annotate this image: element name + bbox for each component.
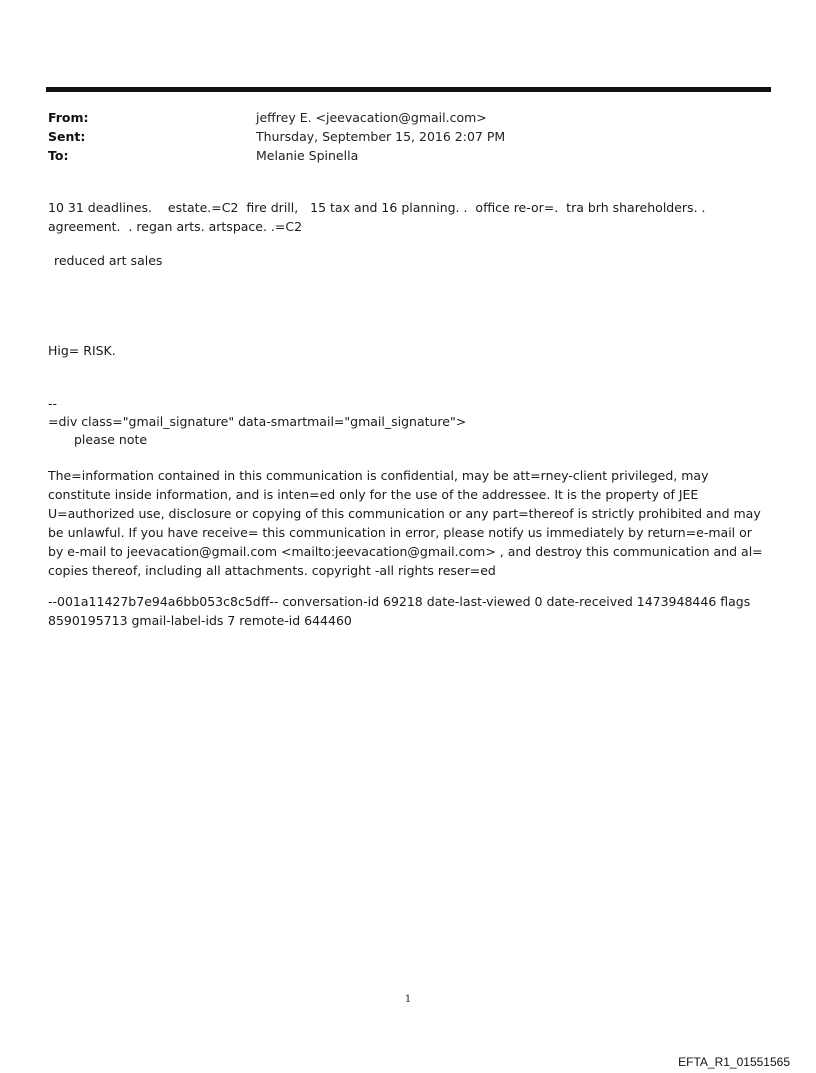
to-label: To: xyxy=(48,148,69,163)
email-header xyxy=(48,108,748,165)
body-line-high-risk: Hig= RISK. xyxy=(48,343,116,358)
to-value: Melanie Spinella xyxy=(256,148,359,163)
message-metadata: --001a11427b7e94a6bb053c8c5dff-- conversation-id 69218 date-last-viewed 0 date-received 1473948446 flags 8590195713 gmail-label-ids 7 remote-id 644460 xyxy=(48,594,755,628)
from-value: jeffrey E. <jeevacation@gmail.com> xyxy=(256,110,487,125)
signature-please-note: please note xyxy=(74,432,148,447)
to-row xyxy=(48,146,748,165)
from-row xyxy=(48,108,748,127)
page-number: 1 xyxy=(404,994,412,1005)
header-divider-rule xyxy=(46,87,771,92)
bates-number: EFTA_R1_01551565 xyxy=(678,1055,790,1069)
confidentiality-disclaimer: The=information contained in this communication is confidential, may be att=rney-client privileged, may constitute inside information, and is inten=ed only for the use of the addressee. It is the property of JEE U=authorized use, disclosure or copying of this communication or any part=thereof is strictly prohibited and may be unlawful. If you have receive= this communication in error, please notify us immediately by return=e-mail or by e-mail to jeevacation@gmail.com <mailto:jeevacation@gmail.com> , and destroy this communication and al= copies thereof, including all attachments. copyright -all rights reser=ed xyxy=(48,468,767,578)
sent-value: Thursday, September 15, 2016 2:07 PM xyxy=(256,129,506,144)
signature-markup-line: =div class="gmail_signature" data-smartmail="gmail_signature"> xyxy=(48,414,467,429)
sent-row xyxy=(48,127,748,146)
body-line-reduced-art-sales: reduced art sales xyxy=(54,253,163,268)
sent-label: Sent: xyxy=(48,129,86,144)
signature-separator: -- xyxy=(48,396,58,411)
body-paragraph-deadlines: 10 31 deadlines. estate.=C2 fire drill, 15 tax and 16 planning. . office re-or=. tra brh shareholders. . agreement. . regan arts. artspace. .=C2 xyxy=(48,200,710,234)
from-label: From: xyxy=(48,110,89,125)
